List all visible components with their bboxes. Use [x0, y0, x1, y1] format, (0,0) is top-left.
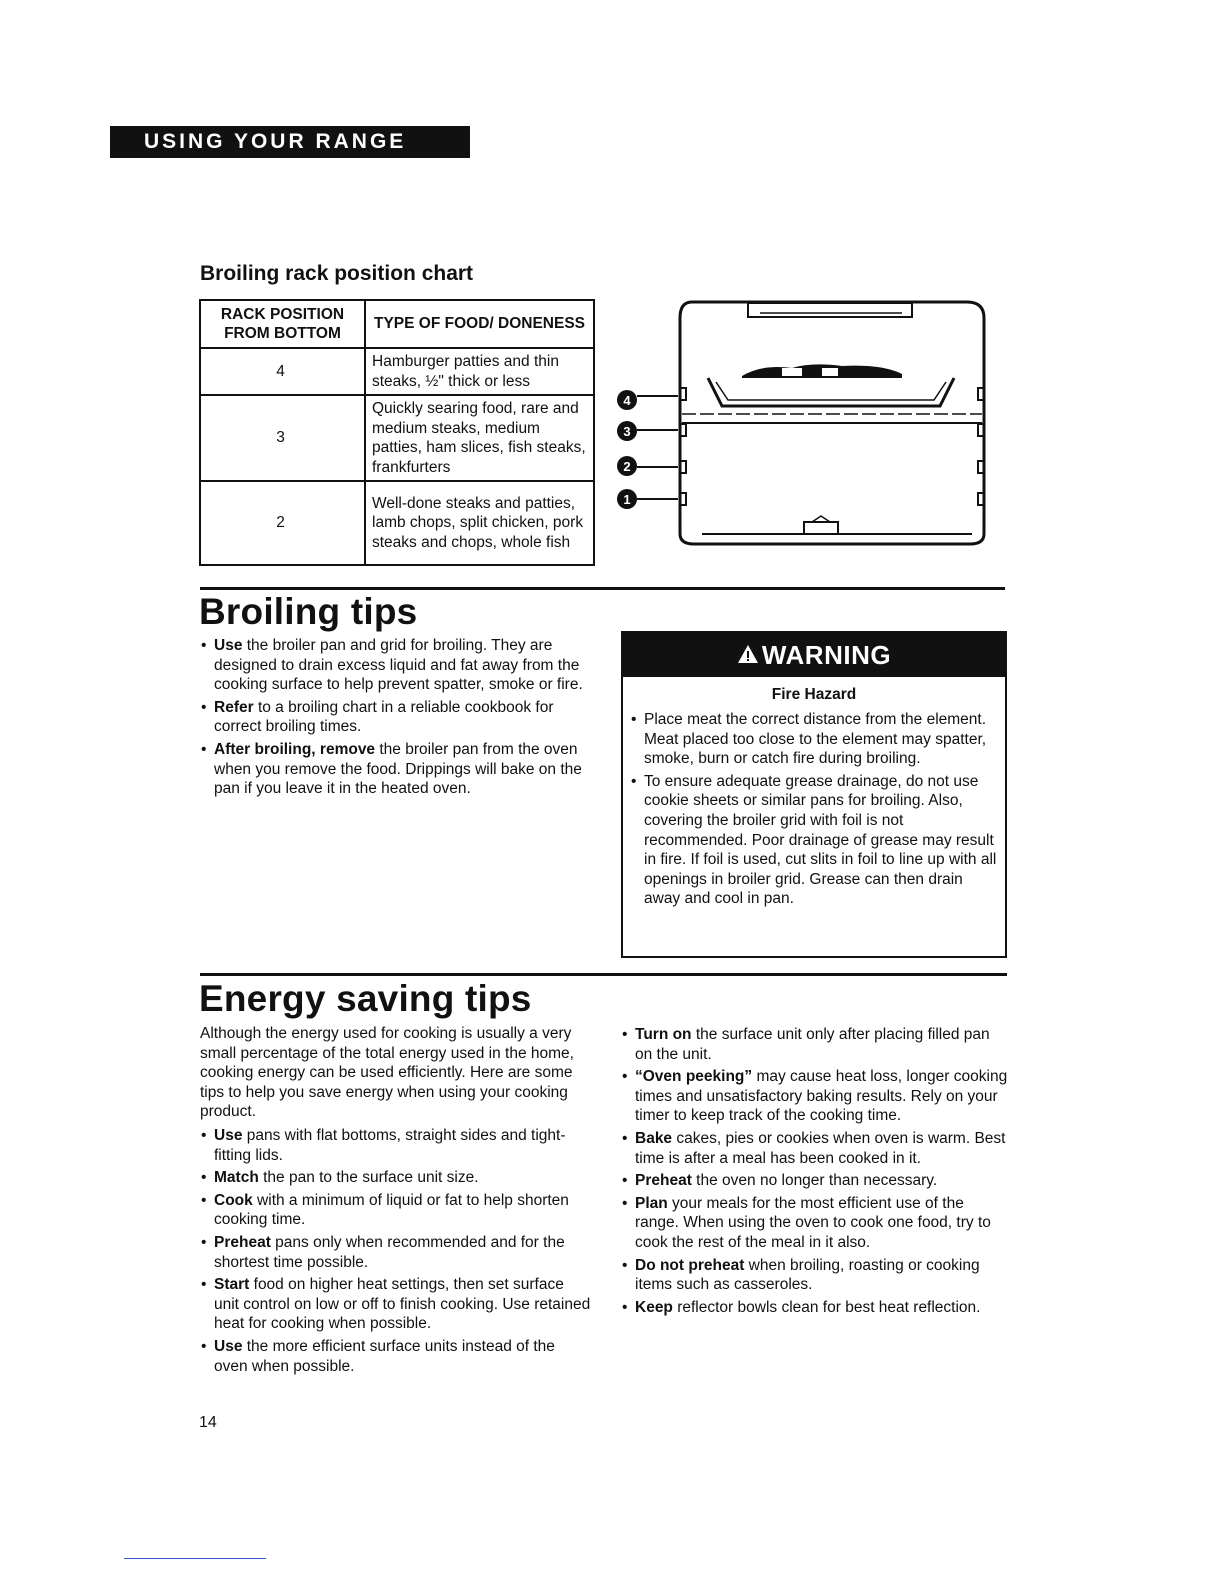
warning-triangle-icon	[737, 640, 759, 671]
warning-title: WARNING	[761, 639, 892, 670]
rack-position-table	[199, 299, 595, 566]
bullet-lead: Use	[214, 1127, 243, 1144]
fire-hazard-warning-box	[621, 631, 1007, 958]
bullet-lead: Do not preheat	[635, 1256, 745, 1274]
list-item: • Match the pan to the surface unit size.	[201, 1169, 479, 1187]
list-item: • After broiling, remove the broiler pan from the oven when you remove the food. Drippings will bake on the pan if you leave it in the heated oven.	[201, 740, 582, 798]
bullet-text: pans only when recommended and for the shortest time possible.	[214, 1233, 565, 1271]
energy-tips-right-list	[622, 1025, 1008, 1320]
bullet-text: the oven no longer than necessary.	[691, 1172, 938, 1190]
list-item: • Refer to a broiling chart in a reliable cookbook for correct broiling times.	[201, 698, 554, 736]
list-item: • Cook with a minimum of liquid or fat to help shorten cooking time.	[201, 1191, 569, 1229]
bullet-text: may cause heat loss, longer cooking times and unsatisfactory baking results. Rely on your timer to keep track of the cooking time.	[635, 1068, 1008, 1125]
page-number: 14	[199, 1414, 217, 1431]
bullet-lead: Turn on	[635, 1026, 692, 1043]
list-item: • Plan your meals for the most efficient use of the range. When using the oven to cook one food, try to cook the rest of the meal in it also.	[622, 1194, 991, 1251]
rack-label-2-text: 2	[623, 459, 631, 474]
list-item: • “Oven peeking” may cause heat loss, longer cooking times and unsatisfactory baking results. Rely on your timer to keep track of the cooking time.	[622, 1068, 1008, 1125]
bullet-text: the pan to the surface unit size.	[258, 1169, 479, 1187]
rack-position-cell: 3	[200, 395, 365, 481]
list-item: • Place meat the correct distance from the element. Meat placed too close to the element may spatter, smoke, burn or catch fire during broiling.	[631, 711, 987, 768]
section-divider	[200, 973, 1007, 976]
list-item: • Do not preheat when broiling, roasting or cooking items such as casseroles.	[622, 1256, 980, 1294]
bullet-lead: Use	[214, 637, 243, 654]
bullet-text: Place meat the correct distance from the element. Meat placed too close to the element may spatter, smoke, burn or catch fire during broiling.	[644, 711, 987, 768]
bullet-text: food on higher heat settings, then set surface unit control on low or off to finish cooking. Use retained heat for cooking when possible.	[214, 1276, 591, 1333]
section-header-label: USING YOUR RANGE	[144, 130, 407, 153]
bullet-lead: “Oven peeking”	[635, 1068, 753, 1086]
rack-label-4-text: 4	[623, 393, 631, 408]
bullet-lead: Preheat	[214, 1233, 271, 1251]
energy-tips-intro: Although the energy used for cooking is usually a very small percentage of the total energy used in the home, cooking energy can be used efficiently. Here are some tips to help you save energy when using your cooking product.	[200, 1025, 574, 1121]
warning-list	[631, 710, 997, 909]
list-item: • Use pans with flat bottoms, straight sides and tight-fitting lids.	[201, 1127, 566, 1164]
section-header-bar	[110, 126, 470, 158]
energy-tips-left-list	[201, 1126, 591, 1379]
bullet-lead: Match	[214, 1169, 259, 1187]
rack-chart-title: Broiling rack position chart	[200, 262, 474, 285]
bullet-text: To ensure adequate grease drainage, do not use cookie sheets or similar pans for broiling. Also, covering the broiler grid with foil is not recommended. Poor drainage of grease may result in fire. If foil is used, cut slits in foil to line up with all openings in broiler grid. Grease can then drain away and cool in pan.	[644, 772, 997, 908]
bullet-text: your meals for the most efficient use of the range. When using the oven to cook one food, try to cook the rest of the meal in it also.	[635, 1194, 991, 1251]
list-item: • Turn on the surface unit only after placing filled pan on the unit.	[622, 1026, 990, 1063]
energy-tips-heading: Energy saving tips	[199, 978, 532, 1019]
bullet-text: the surface unit only after placing filled pan on the unit.	[635, 1026, 990, 1063]
table-header-row	[200, 300, 594, 348]
rack-label-3	[617, 421, 678, 441]
food-type-cell: Quickly searing food, rare and medium steaks, medium patties, ham slices, fish steaks, frankfurters	[365, 395, 594, 481]
section-divider	[200, 587, 1005, 590]
rack-label-3-text: 3	[623, 424, 631, 439]
list-item: • Preheat pans only when recommended and for the shortest time possible.	[201, 1233, 565, 1271]
table-row	[200, 395, 594, 481]
food-type-cell: Hamburger patties and thin steaks, ½" thick or less	[365, 348, 594, 395]
list-item: • Keep reflector bowls clean for best heat reflection.	[622, 1298, 981, 1316]
table-row	[200, 348, 594, 395]
food-type-cell: Well-done steaks and patties, lamb chops, split chicken, pork steaks and chops, whole fish	[365, 481, 594, 565]
bullet-text: cakes, pies or cookies when oven is warm. Best time is after a meal has been cooked in it.	[635, 1129, 1006, 1167]
bullet-text: pans with flat bottoms, straight sides and tight-fitting lids.	[214, 1127, 566, 1164]
broiling-tips-heading: Broiling tips	[199, 591, 418, 632]
bullet-text: to a broiling chart in a reliable cookbook for correct broiling times.	[214, 698, 554, 736]
bullet-lead: Cook	[214, 1191, 253, 1209]
footnote-rule	[124, 1558, 266, 1559]
oven-rack-diagram	[612, 296, 992, 554]
list-item: • Use the more efficient surface units instead of the oven when possible.	[201, 1337, 555, 1375]
bullet-text: the broiler pan from the oven when you remove the food. Drippings will bake on the pan if you leave it in the heated oven.	[214, 740, 582, 798]
bullet-lead: Preheat	[635, 1172, 692, 1190]
column-header-rack-position: RACK POSITION FROM BOTTOM	[200, 300, 365, 348]
bullet-lead: Use	[214, 1337, 243, 1355]
bullet-text: when broiling, roasting or cooking items such as casseroles.	[635, 1256, 980, 1294]
bullet-lead: Refer	[214, 698, 254, 716]
rack-position-cell: 2	[200, 481, 365, 565]
list-item: • Start food on higher heat settings, then set surface unit control on low or off to finish cooking. Use retained heat for cooking when possible.	[201, 1276, 591, 1333]
warning-header	[623, 633, 1005, 677]
list-item: • Bake cakes, pies or cookies when oven is warm. Best time is after a meal has been cooked in it.	[622, 1129, 1006, 1167]
broiling-tips-list	[201, 636, 591, 802]
rack-position-cell: 4	[200, 348, 365, 395]
rack-label-2	[617, 456, 678, 476]
bullet-lead: Bake	[635, 1129, 673, 1147]
bullet-lead: Plan	[635, 1194, 668, 1212]
table-row	[200, 481, 594, 565]
bullet-lead: Start	[214, 1276, 250, 1294]
list-item: • Use the broiler pan and grid for broiling. They are designed to drain excess liquid and fat away from the cooking surface to help prevent spatter, smoke or fire.	[201, 637, 583, 694]
list-item: • To ensure adequate grease drainage, do not use cookie sheets or similar pans for broiling. Also, covering the broiler grid with foil is not recommended. Poor drainage of grease may result in fire. If foil is used, cut slits in foil to line up with all openings in broiler grid. Grease can then drain away and cool in pan.	[631, 772, 997, 908]
rack-label-1	[617, 489, 678, 509]
bullet-text: reflector bowls clean for best heat reflection.	[672, 1298, 981, 1316]
bullet-text: the more efficient surface units instead of the oven when possible.	[214, 1337, 555, 1375]
bullet-lead: Keep	[635, 1298, 673, 1316]
rack-label-1-text: 1	[623, 492, 631, 507]
bullet-text: the broiler pan and grid for broiling. They are designed to drain excess liquid and fat away from the cooking surface to help prevent spatter, smoke or fire.	[214, 637, 583, 694]
warning-subtitle: Fire Hazard	[771, 686, 857, 703]
column-header-food-type: TYPE OF FOOD/ DONENESS	[365, 300, 594, 348]
bullet-lead: After broiling, remove	[214, 740, 376, 758]
rack-label-4	[617, 390, 678, 410]
list-item: • Preheat the oven no longer than necessary.	[622, 1172, 938, 1190]
bullet-text: with a minimum of liquid or fat to help shorten cooking time.	[214, 1191, 569, 1229]
